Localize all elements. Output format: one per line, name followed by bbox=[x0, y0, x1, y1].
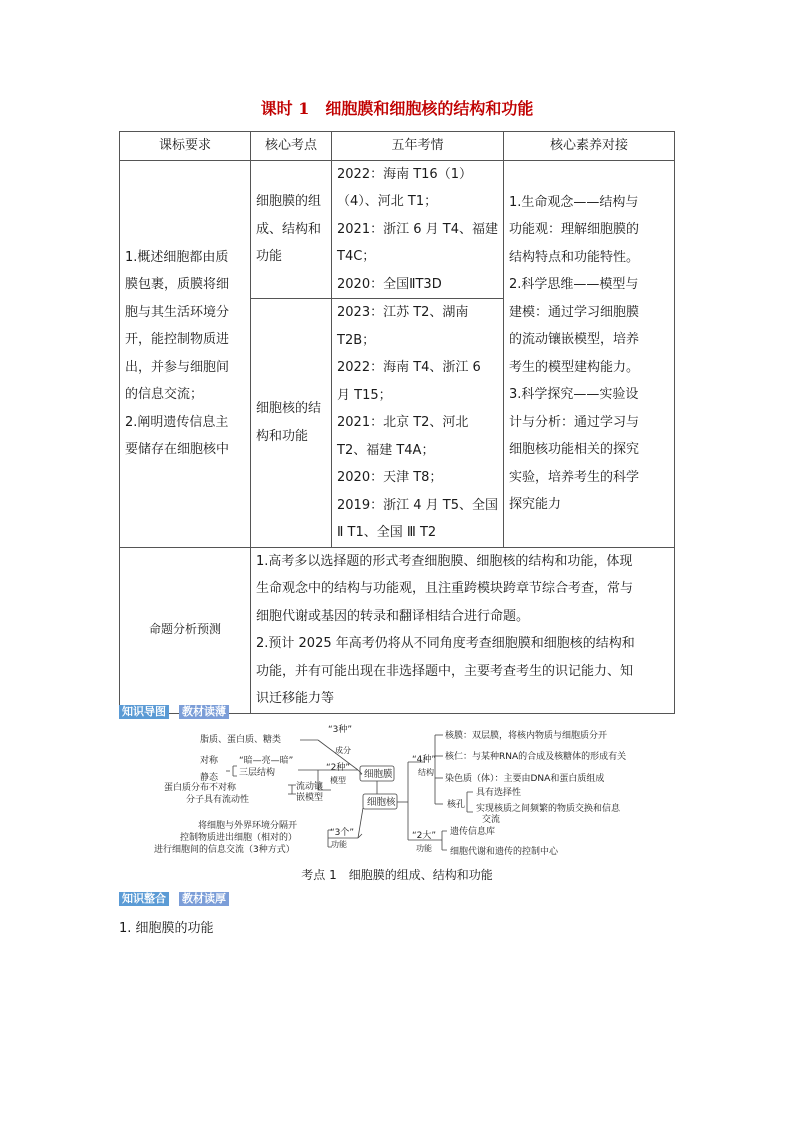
header-requirements: 课标要求 bbox=[120, 132, 251, 161]
map-fluid-mosaic-2: 嵌模型 bbox=[296, 793, 324, 803]
map-dark-light: “暗—亮—暗” bbox=[239, 756, 294, 766]
text-line: 细胞代谢或基因的转录和翻译相结合进行命题。 bbox=[256, 608, 530, 624]
map-functions-sub: 功能 bbox=[331, 840, 347, 849]
text-line: 成、结构和 bbox=[256, 221, 322, 237]
map-three-layer: 三层结构 bbox=[239, 768, 276, 778]
text-line: 细胞核的结 bbox=[256, 401, 322, 417]
requirements-cell bbox=[120, 160, 251, 547]
text-line: T4C； bbox=[337, 249, 376, 264]
text-line: 2020：天津 T8； bbox=[337, 470, 443, 485]
literacy-cell bbox=[503, 160, 674, 547]
map-nuc-function-1: 遗传信息库 bbox=[450, 827, 496, 837]
text-line: 2.科学思维——模型与 bbox=[508, 277, 639, 292]
page-title: 课时 1 细胞膜和细胞核的结构和功能 bbox=[260, 99, 534, 118]
text-line: 探究能力 bbox=[508, 497, 561, 512]
text-line: 识迁移能力等 bbox=[256, 691, 335, 706]
text-line: 建模：通过学习细胞膜 bbox=[508, 304, 639, 320]
map-chromatin: 染色质（体）：主要由DNA和蛋白质组成 bbox=[445, 774, 605, 784]
text-line: T2、福建 T4A； bbox=[337, 442, 435, 458]
map-components-label: “3种” bbox=[328, 725, 353, 735]
map-models-sub: 模型 bbox=[330, 776, 346, 785]
text-line: 2021：浙江 6 月 T4、福建 bbox=[337, 221, 498, 237]
map-components-items: 脂质、蛋白质、糖类 bbox=[200, 735, 282, 745]
text-line: 2.预计 2025 年高考仍将从不同角度考查细胞膜和细胞核的结构和 bbox=[256, 636, 635, 651]
text-line: 1.高考多以选择题的形式考查细胞膜、细胞核的结构和功能，体现 bbox=[256, 553, 633, 569]
text-line: 2020：全国ⅡT3D bbox=[337, 276, 442, 292]
text-line: 考生的模型建构能力。 bbox=[508, 359, 639, 375]
text-line: 构和功能 bbox=[256, 428, 309, 444]
exam-nucleus-cell bbox=[332, 299, 504, 548]
overview-table bbox=[119, 131, 675, 714]
text-line: 1.概述细胞都由质 bbox=[125, 249, 229, 265]
text-line: 胞与其生活环境分 bbox=[125, 304, 230, 320]
map-components-sub: 成分 bbox=[335, 746, 351, 755]
text-line: （4）、河北 T1； bbox=[337, 194, 438, 209]
map-membrane-node: 细胞膜 bbox=[364, 769, 393, 780]
map-models-label: “2种” bbox=[326, 763, 351, 773]
map-envelope: 核膜：双层膜，将核内物质与细胞质分开 bbox=[445, 731, 608, 741]
text-line: 生命观念中的结构与功能观，且注重跨模块跨章节综合考查，常与 bbox=[256, 581, 634, 596]
header-core-topics: 核心考点 bbox=[251, 132, 332, 161]
text-line: 3.科学探究——实验设 bbox=[508, 387, 639, 402]
text-line: 2021：北京 T2、河北 bbox=[337, 415, 469, 430]
table-header-row bbox=[120, 132, 675, 161]
topic-nucleus-cell bbox=[251, 299, 332, 548]
map-function-2: 控制物质进出细胞（相对的） bbox=[180, 833, 298, 843]
text-line: 开，能控制物质进 bbox=[125, 332, 230, 347]
header-five-year-exams: 五年考情 bbox=[332, 132, 504, 161]
text-line: 细胞核功能相关的探究 bbox=[508, 442, 639, 457]
text-line: 1.生命观念——结构与 bbox=[508, 194, 639, 210]
map-nuc-functions-sub: 功能 bbox=[416, 844, 432, 853]
header-core-literacy: 核心素养对接 bbox=[503, 132, 674, 161]
text-line: 2022：海南 T4、浙江 6 bbox=[337, 360, 481, 375]
text-line: T2B； bbox=[337, 332, 376, 348]
textbook-read-thick-tag: 教材读厚 bbox=[179, 892, 229, 906]
map-structure-label: “4种” bbox=[412, 755, 437, 765]
map-function-1: 将细胞与外界环境分隔开 bbox=[198, 821, 298, 831]
map-symmetric: 对称 bbox=[200, 756, 219, 766]
map-fluid-mosaic-1: 流动镶 bbox=[296, 782, 324, 792]
text-line: 出，并参与细胞间 bbox=[125, 359, 230, 375]
text-line: 细胞膜的组 bbox=[256, 194, 322, 209]
knowledge-integrate-tag: 知识整合 bbox=[119, 892, 169, 906]
map-nuc-functions-label: “2大” bbox=[412, 831, 437, 841]
map-nucleus-node: 细胞核 bbox=[367, 797, 396, 808]
prediction-label: 命题分析预测 bbox=[120, 547, 251, 713]
map-nuc-function-2: 细胞代谢和遗传的控制中心 bbox=[450, 847, 559, 857]
knowledge-mind-map bbox=[150, 722, 650, 860]
map-fluidity: 分子具有流动性 bbox=[186, 795, 250, 805]
section-heading: 1. 细胞膜的功能 bbox=[119, 921, 214, 936]
topic-membrane-cell bbox=[251, 160, 332, 299]
map-pore-exchange-2: 交流 bbox=[482, 815, 501, 825]
map-static: 静态 bbox=[200, 773, 219, 783]
text-line: 月 T15； bbox=[337, 387, 392, 403]
text-line: 功能，并有可能出现在非选择题中，主要考查考生的识记能力、知 bbox=[256, 663, 634, 679]
text-line: 功能 bbox=[256, 249, 283, 264]
text-line: 2019：浙江 4 月 T5、全国 bbox=[337, 497, 498, 513]
topic-caption: 考点 1 细胞膜的组成、结构和功能 bbox=[301, 868, 493, 882]
map-structure-sub: 结构 bbox=[418, 768, 434, 777]
text-line: 的信息交流； bbox=[125, 387, 204, 402]
map-function-3: 进行细胞间的信息交流（3种方式） bbox=[154, 845, 295, 855]
textbook-read-thin-tag: 教材读薄 bbox=[179, 705, 229, 719]
map-protein-asym: 蛋白质分布不对称 bbox=[164, 783, 237, 793]
knowledge-map-tag: 知识导图 bbox=[119, 705, 169, 719]
map-pore-exchange: 实现核质之间频繁的物质交换和信息 bbox=[476, 804, 621, 814]
map-pore: 核孔 bbox=[447, 800, 466, 810]
exam-membrane-cell bbox=[332, 160, 504, 299]
text-line: 要储存在细胞核中 bbox=[125, 442, 230, 457]
map-pore-selective: 具有选择性 bbox=[476, 788, 522, 798]
text-line: 的流动镶嵌模型，培养 bbox=[508, 332, 639, 347]
text-line: 2023：江苏 T2、湖南 bbox=[337, 305, 469, 320]
map-nucleolus: 核仁：与某种RNA的合成及核糖体的形成有关 bbox=[445, 752, 627, 762]
text-line: Ⅱ T1、全国 Ⅲ T2 bbox=[337, 525, 437, 540]
table-row bbox=[120, 547, 675, 713]
prediction-cell bbox=[251, 547, 675, 713]
table-row bbox=[120, 160, 675, 299]
text-line: 实验，培养考生的科学 bbox=[508, 469, 639, 485]
text-line: 膜包裹，质膜将细 bbox=[125, 277, 230, 292]
text-line: 计与分析：通过学习与 bbox=[508, 414, 639, 430]
text-line: 2022：海南 T16（1） bbox=[337, 166, 472, 182]
map-functions-label: “3个” bbox=[330, 828, 355, 838]
text-line: 2.阐明遗传信息主 bbox=[125, 414, 229, 430]
text-line: 功能观：理解细胞膜的 bbox=[508, 222, 639, 237]
text-line: 结构特点和功能特性。 bbox=[508, 249, 639, 265]
